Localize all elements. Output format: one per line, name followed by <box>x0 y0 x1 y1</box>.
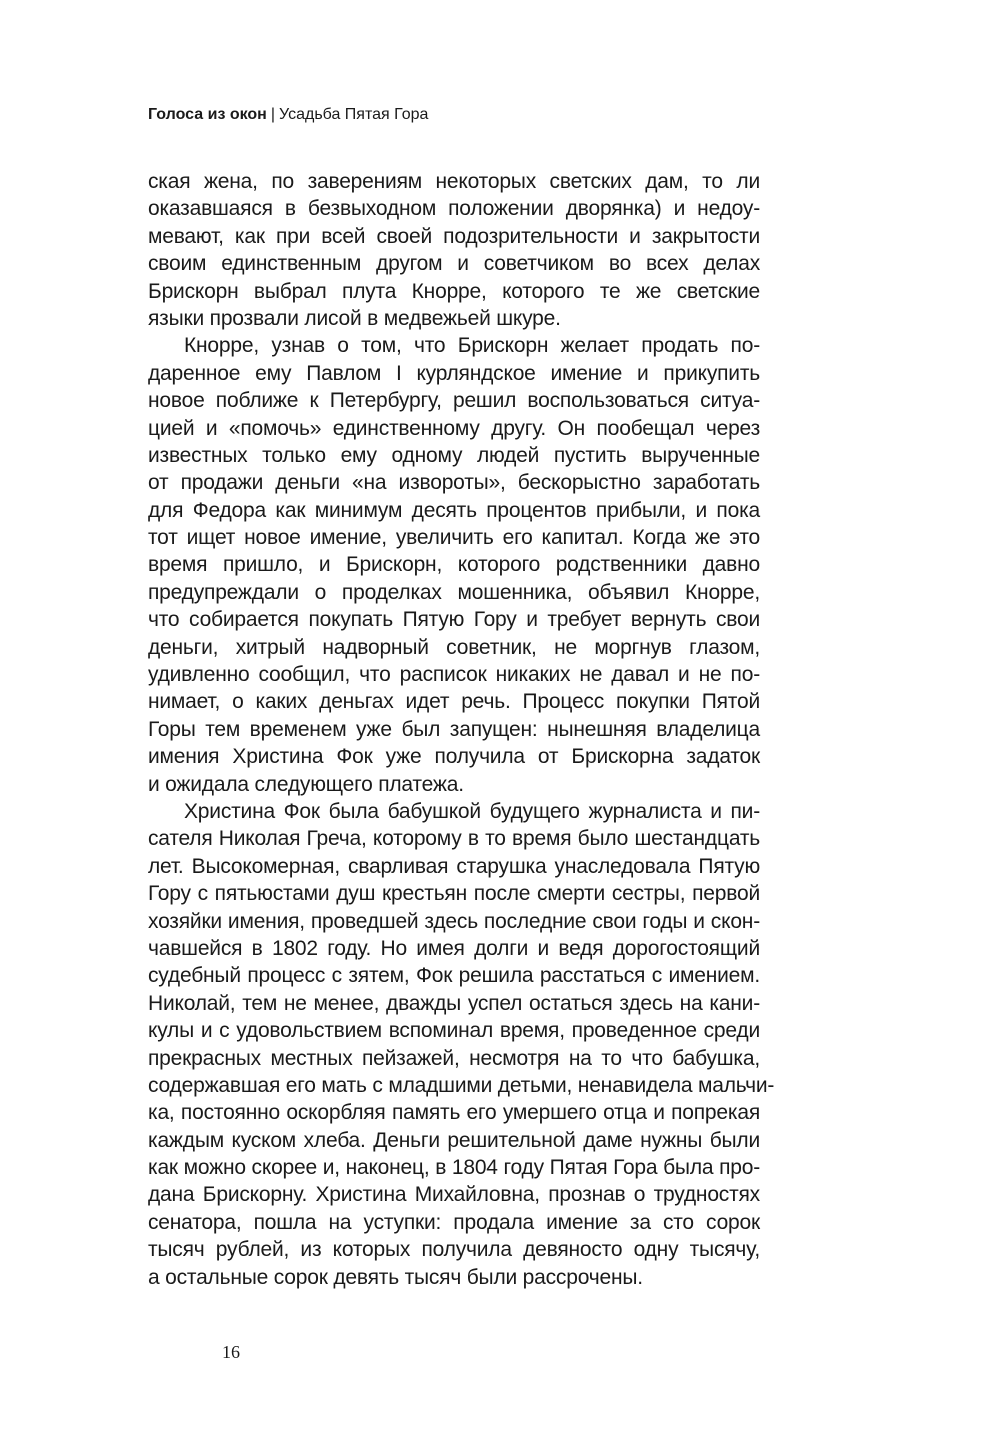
text-line: дана Брискорну. Христина Михайловна, прознав о трудностях <box>148 1183 760 1207</box>
text-line: кулы и с удовольствием вспоминал время, проведенное среди <box>148 1019 760 1043</box>
text-line: тысяч рублей, из которых получила девяносто одну тысячу, <box>148 1238 760 1262</box>
text-line: Кнорре, узнав о том, что Брискорн желает продать по- <box>184 334 760 358</box>
text-line: предупреждали о проделках мошенника, объявил Кнорре, <box>148 580 760 604</box>
text-line: время пришло, и Брискорн, которого родственники давно <box>148 553 760 577</box>
text-line: Христина Фок была бабушкой будущего журналиста и пи- <box>184 799 760 823</box>
book-title: Голоса из окон <box>148 106 267 123</box>
header-separator: | <box>270 106 275 123</box>
text-line: прекрасных местных пейзажей, несмотря на то что бабушка, <box>148 1046 760 1070</box>
text-line: языки прозвали лисой в медвежьей шкуре. <box>148 306 561 330</box>
text-line: от продажи деньги «на извороты», бескорыстно заработать <box>148 471 760 495</box>
text-line: цией и «помочь» единственному другу. Он пообещал через <box>148 416 760 440</box>
text-line: известных только ему одному людей пустить вырученные <box>148 443 760 467</box>
text-line: чавшейся в 1802 году. Но имея долги и ведя дорогостоящий <box>148 936 760 960</box>
text-line: мевают, как при всей своей подозрительности и закрытости <box>148 224 760 248</box>
chapter-title: Усадьба Пятая Гора <box>279 106 429 123</box>
text-line: оказавшаяся в безвыходном положении дворянка) и недоу- <box>148 197 760 221</box>
text-line: каждым куском хлеба. Деньги решительной даме нужны были <box>148 1128 760 1152</box>
text-line: Гору с пятьюстами душ крестьян после смерти сестры, первой <box>148 882 760 906</box>
text-line: имения Христина Фок уже получила от Брискорна задаток <box>148 745 760 769</box>
text-line: что собирается покупать Пятую Гору и требует вернуть свои <box>148 608 760 632</box>
text-line: сателя Николая Греча, которому в то время было шестандцать <box>148 827 760 851</box>
text-line: как можно скорее и, наконец, в 1804 году Пятая Гора была про- <box>148 1156 760 1180</box>
text-line: деньги, хитрый надворный советник, не моргнув глазом, <box>148 635 760 659</box>
text-line: Горы тем временем уже был запущен: нынешняя владелица <box>148 717 760 741</box>
text-line: лет. Высокомерная, сварливая старушка унаследовала Пятую <box>148 854 760 878</box>
text-line: содержавшая его мать с младшими детьми, ненавидела мальчи- <box>148 1073 775 1097</box>
text-line: ка, постоянно оскорбляя память его умершего отца и попрекая <box>148 1101 760 1125</box>
text-line: Брискорн выбрал плута Кнорре, которого те же светские <box>148 279 760 303</box>
text-line: сенатора, пошла на уступки: продала имение за сто сорок <box>148 1210 760 1234</box>
text-line: Николай, тем не менее, дважды успел остаться здесь на кани- <box>148 991 760 1015</box>
text-line: для Федора как минимум десять процентов прибыли, и пока <box>148 498 760 522</box>
running-head <box>148 104 428 126</box>
text-line: даренное ему Павлом I курляндское имение и прикупить <box>148 361 760 385</box>
text-line: тот ищет новое имение, увеличить его капитал. Когда же это <box>148 526 760 550</box>
text-line: нимает, о каких деньгах идет речь. Процесс покупки Пятой <box>148 690 760 714</box>
page-number: 16 <box>222 1342 240 1362</box>
text-line: своим единственным другом и советчиком во всех делах <box>148 252 760 276</box>
body-text <box>148 168 775 1291</box>
text-line: хозяйки имения, проведшей здесь последние свои годы и скон- <box>148 909 760 933</box>
text-line: судебный процесс с зятем, Фок решила расстаться с имением. <box>148 964 760 988</box>
text-line: новое поближе к Петербургу, решил воспользоваться ситуа- <box>148 389 760 413</box>
text-line: а остальные сорок девять тысяч были рассрочены. <box>148 1265 643 1289</box>
text-line: и ожидала следующего платежа. <box>148 772 464 796</box>
text-line: ская жена, по заверениям некоторых светских дам, то ли <box>148 170 760 193</box>
text-line: удивленно сообщил, что расписок никаких не давал и не по- <box>148 663 760 687</box>
